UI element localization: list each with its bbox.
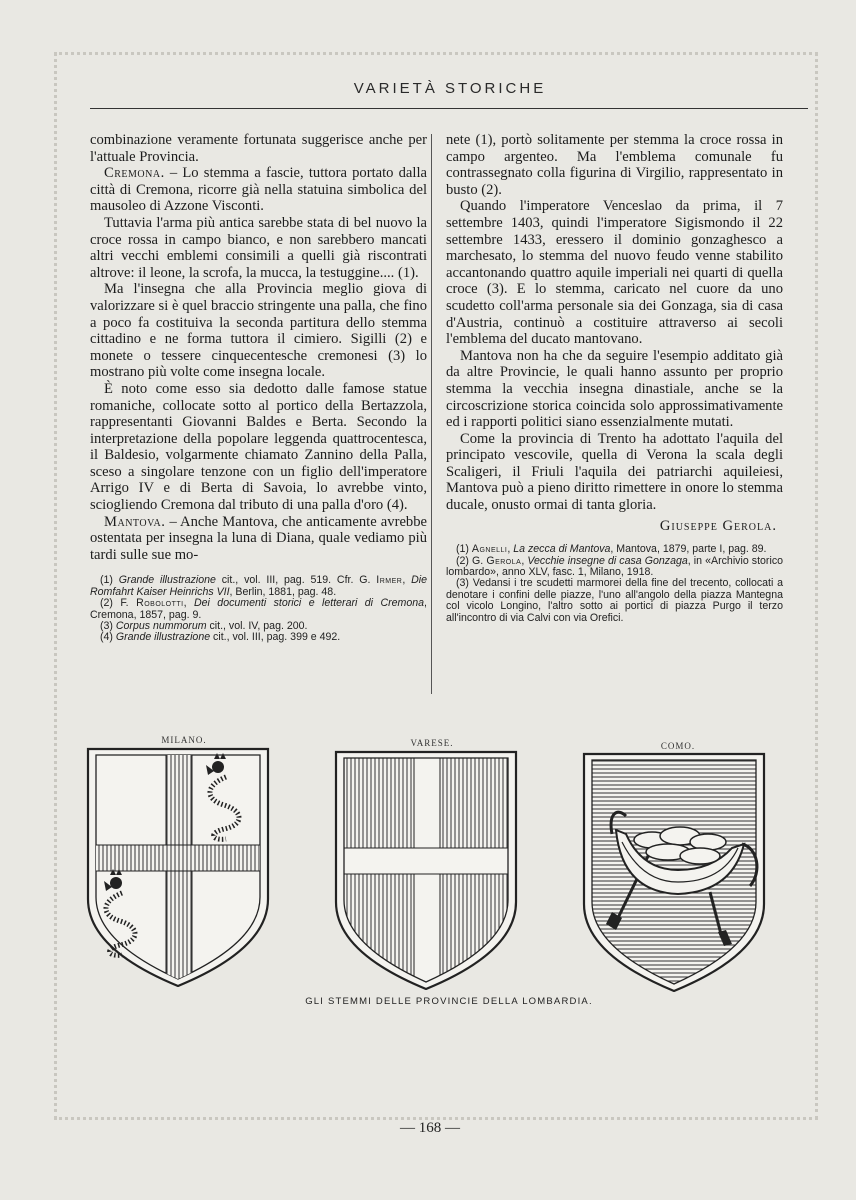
left-footnote-3: (3) Corpus nummorum cit., vol. IV, pag. 200. — [100, 620, 308, 633]
como-shield — [582, 752, 766, 992]
mantova-heading: Mantova. — [104, 513, 166, 530]
right-paragraph-1: nete (1), portò solitamente per stemma la croce rossa in campo argenteo. Ma l'emblema comunale fu contrassegnato colla figurina di Virgilio, rappresentato in busto (2). — [446, 132, 783, 198]
left-footnote-1: (1) Grande illustrazione cit., vol. III, pag. 519. Cfr. G. Irmer, Die Romfahrt Kaiser Heinrichs VII, Berlin, 1881, pag. 48. — [90, 574, 428, 598]
right-footnote-2: (2) G. Gerola, Vecchie insegne di casa Gonzaga, in «Archivio storico lombardo», anno XLV, fasc. 1, Milano, 1918. — [446, 554, 784, 579]
page-number: — 168 — — [400, 1120, 460, 1136]
varese-label: VARESE. — [410, 738, 454, 748]
left-paragraph-2: Tuttavia l'arma più antica sarebbe stata di bel nuovo la croce rossa in campo bianco, e non sarebbero mancati altri vecchi emblemi consimili a quelli già riscontrati altrove: il leone, la scrofa, la mucca, la testuggine.... (1). — [90, 214, 427, 281]
left-footnotes — [90, 575, 427, 643]
right-footnote-3: (3) Vedansi i tre scudetti marmorei della fine del trecento, collocati a denotare i confini delle piazze, l'uno all'angolo della piazza Mantegna col vicolo Longino, l'altro sotto ai portici di piazza Purgo il terzo all'incontro di via Calvi con via Orefici. — [446, 577, 783, 624]
left-footnote-2: (2) F. Robolotti, Dei documenti storici e letterari di Cremona, Cremona, 1857, pag. 9. — [90, 597, 427, 621]
left-column — [90, 132, 427, 644]
right-paragraph-3: Mantova non ha che da seguire l'esempio additato già da altre Provincie, le quali hanno assunto per proprio stemma la vecchia insegna dinastiale, anche se la circoscrizione storica coincida solo approssimativamente ed i rapporti politici siano essenzialmente mutati. — [446, 347, 783, 431]
varese-shield — [334, 750, 518, 990]
cremona-heading: Cremona. — [104, 165, 165, 182]
milano-shield — [86, 747, 270, 987]
author-signature: Giuseppe Gerola. — [659, 517, 777, 534]
header-rule — [90, 108, 808, 109]
right-footnote-1: (1) Agnelli, La zecca di Mantova, Mantova, 1879, parte I, pag. 89. — [456, 543, 767, 556]
left-paragraph-3: Ma l'insegna che alla Provincia meglio giova di valorizzare si è quel braccio stringente una palla, che fino a poco fa costituiva la seconda partitura dello stemma cittadino e ne forma tuttora il cimiero. Sigilli (2) e monete o tessere cinquecentesche cremonesi (3) lo mostrano più volte come insegna locale. — [90, 281, 427, 381]
left-paragraph-mantova — [90, 514, 427, 564]
figure-caption: GLI STEMMI DELLE PROVINCIE DELLA LOMBARDIA. — [305, 996, 593, 1007]
column-divider — [431, 134, 432, 694]
cremona-text: – Lo stemma a fascie, tuttora portato dalla città di Cremona, ricorre già nella statuina simbolica del mausoleo di Azzone Visconti. — [90, 165, 427, 215]
right-footnotes — [446, 544, 783, 624]
como-label: COMO. — [660, 741, 696, 751]
left-paragraph-1: combinazione veramente fortunata suggerisce anche per l'attuale Provincia. — [90, 132, 427, 165]
right-paragraph-2: Quando l'imperatore Venceslao da prima, il 7 settembre 1403, quindi l'imperatore Sigismondo il 22 settembre 1433, eressero il dominio gonzaghesco a marchesato, lo stemma del nuovo feudo venne stabilito accantonando quattro aquile imperiali nei quarti di quella croce (3). E lo stemma, caricato nel cuore da uno scudetto coll'arma personale sia dei Gonzaga, sia di casa d'Austria, continuò a costituire attraverso ai secoli l'emblema del ducato mantovano. — [446, 198, 783, 348]
right-column — [446, 132, 783, 624]
left-footnote-4: (4) Grande illustrazione cit., vol. III, pag. 399 e 492. — [100, 631, 341, 644]
mantova-text: – Anche Mantova, che anticamente avrebbe ostentata per insegna la luna di Diana, quale vediamo più tardi sulle sue mo- — [90, 513, 427, 563]
milano-label: MILANO. — [161, 735, 207, 745]
left-paragraph-cremona — [90, 165, 427, 215]
left-paragraph-4: È noto come esso sia dedotto dalle famose statue romaniche, collocate sotto al portico della Bertazzola, rappresentanti Giovanni Baldes e Berta. Secondo la interpretazione della popolare leggenda quattrocentesca, il Baldesio, volgarmente chiamato Zannino della Palla, sceso a singolare tenzone con un figlio dell'imperatore Arrigo IV e di Berta di Savoia, lo avrebbe vinto, sciogliendo Cremona dal tributo di una palla d'oro (4). — [90, 380, 427, 514]
right-paragraph-4: Come la provincia di Trento ha adottato l'aquila del principato vescovile, quella di Verona la scala degli Scaligeri, il Friuli l'aquila dei patriarchi aquileiesi, Mantova può a pieno diritto rimettere in onore lo stemma ducale, onusto ormai di tanta gloria. — [446, 430, 783, 514]
running-head: VARIETÀ STORICHE — [353, 80, 547, 97]
